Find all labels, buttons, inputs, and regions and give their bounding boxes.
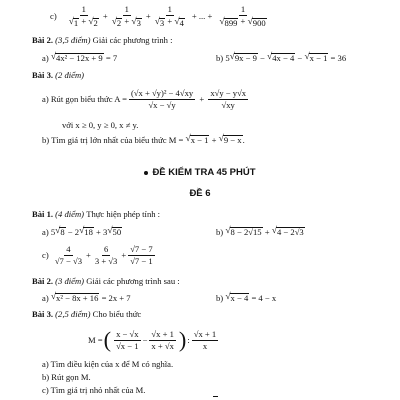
top-c-label: c) [50,11,57,22]
bai3b-frac-2: $\frac{√x + 1}{x + √x}$ [151,328,174,351]
top-frac-3: 1 √ 3 + √ 4 [154,4,184,28]
bai3b-question-c: c) Tìm giá trị nhỏ nhất của M. [42,385,146,395]
bai3a-frac-2: $\frac{x√y - y√x}{√xy}$ [210,87,247,110]
bai3a-heading: Bài 3. (2 điểm) [32,70,85,80]
bai2a-heading: Bài 2. (3,5 điểm) Giải các phương trình : [32,35,173,45]
bai3a-a-line: a) Rút gọn biểu thức A = $\frac{\text{(√x + √y)² − 4√xy}}{√x - √y}$ + $\frac{x√y - y√x}{√xy}$ [42,87,247,110]
top-frac-2: 1 √ 2 + √ 3 [111,4,141,28]
bai3a-frac-1: $\frac{\text{(√x + √y)² − 4√xy}}{√x - √y}$ [130,87,194,110]
bai3a-condition: với x ≥ 0, y ≥ 0, x ≠ y. [62,120,139,130]
bai2a-a-radical: √ 4x² − 12x + 9 [50,52,103,63]
page-number-mark [213,396,218,397]
bai3b-question-b: b) Rút gọn M. [42,372,91,382]
top-c-line: c) 1 √ 1 + √ 2 + 1 √ 2 + √ 3 + 1 √ 3 + √ 4 + ... + 1 √ 899 + √ 900 [50,5,271,28]
bai1-c-line: c) $\frac{4}{√7 - √3}$ + $\frac{6}{3 + √3}$ + $\frac{√7 - 7}{√7 - 1}$ [42,243,153,266]
exam-subtitle: ĐỀ 6 [189,188,211,199]
bai3a-b-line: b) Tìm giá trị lớn nhất của biểu thức M = √ x − 1 + √ 9 − x . [42,134,245,145]
bullet-dot-icon [144,171,148,175]
bai3b-expression: M = ( $\frac{x - √x}{√x - 1}$ − $\frac{√x + 1}{x + √x}$ ) : $\frac{√x + 1}{x}$ [88,327,217,353]
bai1-heading: Bài 1. (4 điểm) Thực hiện phép tính : [32,209,161,219]
bai2a-b-line: b) 5 √ 9x − 9 − √ 4x − 4 − √ x − 1 = 36 [216,52,347,63]
bai3b-heading: Bài 3. (2,5 điểm) Cho biểu thức [32,309,142,319]
bai2b-b-line: b) √ x − 4 = 4 − x [216,292,277,303]
bai1-c-frac-1: $\frac{4}{√7 - √3}$ [54,243,83,266]
bai2b-heading: Bài 2. (3 điểm) Giải các phương trình sau : [32,276,180,286]
bai1-c-frac-3: $\frac{√7 - 7}{√7 - 1}$ [130,243,153,266]
bai1-a-line: a) 5 √ 8 − 2 √ 18 + 3 √ 50 [42,226,122,237]
top-frac-4: 1 √ 899 + √ 900 [219,4,266,28]
top-ellipsis: + ... + [191,11,213,22]
exam-title: ĐỀ KIỂM TRA 45 PHÚT [0,168,400,178]
bai3b-frac-1: $\frac{x - √x}{√x - 1}$ [116,328,139,351]
bai3b-frac-3: $\frac{√x + 1}{x}$ [193,328,217,351]
bai2a-a-line: a) √ 4x² − 12x + 9 = 7 [42,52,118,63]
bai1-b-line: b) √ 8 − 2√15 + √ 4 − 2√3 [216,226,304,237]
top-frac-1: 1 √ 1 + √ 2 [68,4,98,28]
bai2b-a-line: a) √ x² − 8x + 16 = 2x + 7 [42,292,131,303]
bai3b-question-a: a) Tìm điều kiện của x để M có nghĩa. [42,359,174,369]
bai1-c-frac-2: $\frac{6}{3 + √3}$ [94,243,118,266]
